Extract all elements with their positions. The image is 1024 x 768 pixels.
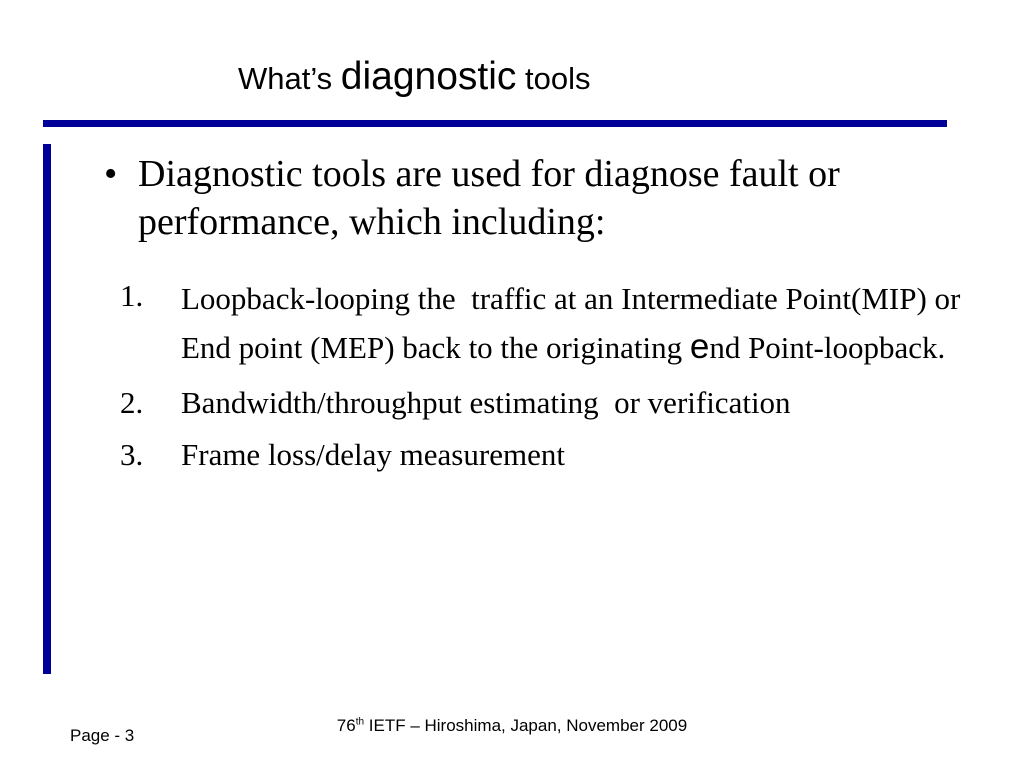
title-part-2: diagnostic: [340, 55, 517, 98]
page-number: Page - 3: [70, 726, 135, 745]
list-item-text-part: Loopback-looping the traffic at an Intermediate Point(MIP) or End point (MEP) back to the originating: [181, 281, 969, 365]
bullet-symbol: •: [104, 153, 118, 195]
list-item-number: 2.: [120, 385, 144, 420]
title-part-1: What’s: [238, 61, 341, 96]
footer-event-number: 76: [336, 716, 356, 735]
list-item-text: Bandwidth/throughput estimating or verification: [181, 385, 791, 420]
footer-event-text: IETF – Hiroshima, Japan, November 2009: [364, 716, 688, 735]
title-divider: [43, 120, 947, 127]
list-item-text-part: e: [689, 327, 710, 366]
list-item-text: [181, 275, 969, 372]
list-item-number: 3.: [120, 437, 144, 472]
main-bullet-text: Diagnostic tools are used for diagnose fault or performance, which including:: [138, 153, 840, 243]
footer-event-suffix: th: [355, 716, 365, 728]
list-item: [120, 382, 1000, 424]
footer-event: [0, 716, 1024, 736]
left-accent-bar: [43, 144, 51, 674]
slide-title: [238, 55, 591, 101]
list-item-text-part: nd Point-loopback.: [709, 330, 946, 365]
list-item: [120, 434, 1000, 476]
list-item-number: 1.: [120, 278, 144, 313]
list-item-text: Frame loss/delay measurement: [181, 437, 565, 472]
list-item: [120, 275, 1000, 372]
numbered-list: [120, 275, 1000, 486]
title-part-3: tools: [516, 61, 591, 96]
